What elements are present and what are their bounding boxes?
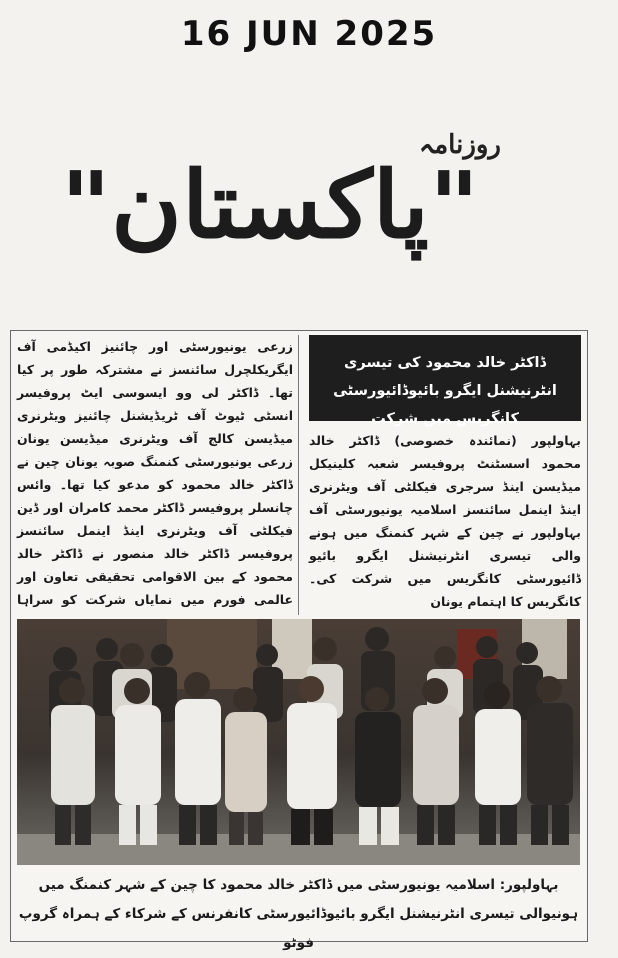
news-clipping <box>10 330 588 951</box>
photo-caption: بہاولپور: اسلامیہ یونیورسٹی میں ڈاکٹر خالد محمود کا چین کے شہر کنمنگ میں ہونیوالی تیسری انٹرنیشنل ایگرو بائیوڈائیورسٹی کانفرنس کے شرکاء کے ہمراہ گروپ فوٹو <box>18 877 579 951</box>
masthead-daily-label: روزنامہ <box>419 130 501 160</box>
article-body-lead: بہاولپور (نمائندہ خصوصی) ڈاکٹر خالد محمود اسسٹنٹ پروفیسر شعبہ کلینیکل میڈیسن اینڈ سرجری فیکلٹی آف ویٹرنری اینڈ اینمل سائنسز اسلامیہ یونیورسٹی آف بہاولپور نے چین کے شہر کنمنگ میں ہونے والی تیسری انٹرنیشنل ایگرو بائیو ڈائیورسٹی کانگریس میں شرکت کی۔ کانگریس کا اہتمام یونان <box>309 433 581 609</box>
clipping-date: 16 JUN 2025 <box>180 14 438 54</box>
newspaper-masthead: "پاکستان" <box>60 151 480 259</box>
group-photo <box>17 619 580 865</box>
column-divider <box>298 335 299 615</box>
article-headline: ڈاکٹر خالد محمود کی تیسری انٹرنیشنل ایگرو بائیوڈائیورسٹی کانگریس میں شرکت <box>309 335 581 421</box>
group-photo-image <box>17 619 580 865</box>
article-body-continued: زرعی یونیورسٹی اور چائنیز اکیڈمی آف ایگریکلچرل سائنسز نے مشترکہ طور پر کیا تھا۔ ڈاکٹر لی وو ایسوسی ایٹ پروفیسر انسٹی ٹیوٹ آف ٹریڈیشنل چائنیز ویٹرنری میڈیسن کالج آف ویٹرنری میڈیسن یونان زرعی یونیورسٹی کنمنگ صوبہ یونان چین نے ڈاکٹر خالد محمود کو مدعو کیا تھا۔ وائس چانسلر پروفیسر ڈاکٹر محمد کامران اور ڈین فیکلٹی آف ویٹرنری اینڈ اینمل سائنسز پروفیسر ڈاکٹر خالد منصور نے ڈاکٹر خالد محمود کے بین الاقوامی تحقیقی تعاون اور عالمی فورم میں نمایاں شرکت کو سراہا <box>17 339 293 607</box>
